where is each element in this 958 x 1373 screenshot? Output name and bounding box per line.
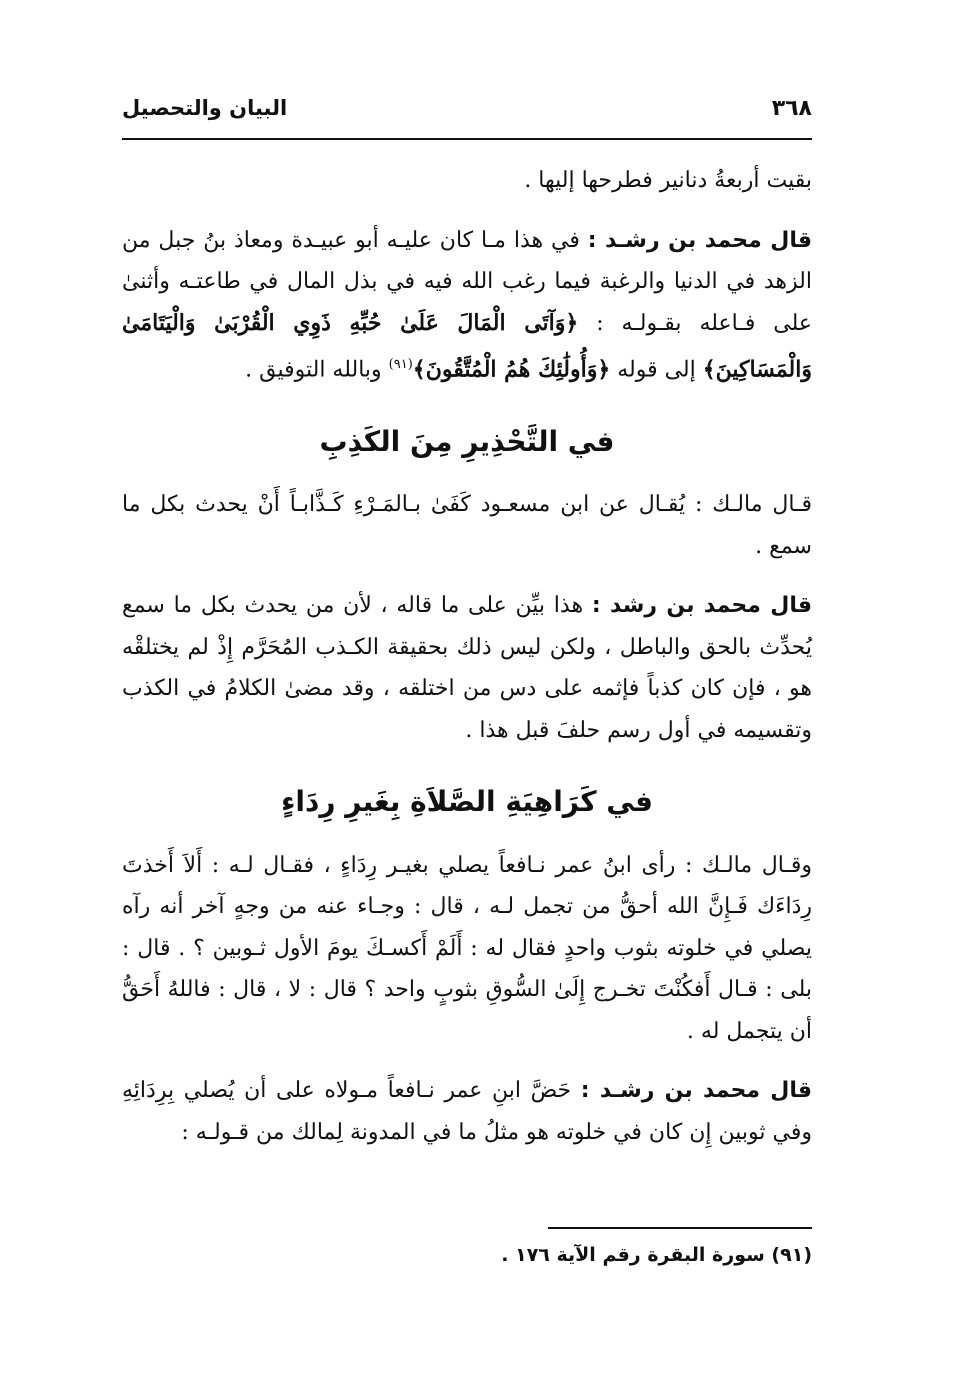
page-body: [122, 160, 812, 1153]
section-heading: في كَرَاهِيَةِ الصَّلاَةِ بِغَيرِ رِدَاءٍ: [281, 785, 653, 819]
paragraph-text: قـال مالـك : يُقـال عن ابن مسعـود كَفَىٰ بـالمَـرْءِ كَـذَّابـاً أَنْ يحدث بكل ما سمع .: [122, 492, 812, 559]
speaker-label: قال محمد بن رشد :: [591, 593, 812, 619]
running-title: البيان والتحصيل: [122, 96, 288, 120]
footnote-ref: (٩١): [388, 357, 413, 372]
quran-quote: ﴿وَأُولَٰئِكَ هُمُ الْمُتَّقُونَ﴾: [412, 356, 611, 383]
paragraph-text: بقيت أربعةُ دنانير فطرحها إليها .: [524, 168, 812, 193]
paragraph-text: وبالله التوفيق .: [245, 357, 382, 383]
paragraph-text: إلى قوله: [617, 357, 696, 383]
paragraph-4: [122, 585, 812, 751]
paragraph-6: [122, 1070, 812, 1153]
paragraph-text: في هذا مـا كان عليـه أبو عبيـدة ومعاذ بنُ جبل من الزهد في الدنيا والرغبة فيما رغب الله فيه في بذل المال في طاعتـه وأثنىٰ على فـاعله بقـولـه :: [122, 227, 812, 336]
quran-quote: ﴿وَآتَى الْمَالَ عَلَىٰ حُبِّهِ ذَوِي الْقُرْبَىٰ وَالْيَتَامَىٰ وَالْمَسَاكِينَ﴾: [122, 309, 812, 383]
footnote-divider: [548, 1227, 812, 1229]
speaker-label: قال محمد بن رشـد :: [580, 1078, 812, 1104]
footnote: (٩١) سورة البقرة رقم الآية ١٧٦ .: [501, 1244, 812, 1266]
paragraph-text: هذا بيِّن على ما قاله ، لأن من يحدث بكل ما سمع يُحدِّث بالحق والباطل ، ولكن ليس ذلك بحقيقة الكـذب المُحَرَّم إِذْ لم يختلقْه هو ، فإن كان كذباً فإثمه على دس من اختلقه ، وقد مضىٰ الكلامُ في الكذب وتقسيمه في أول رسم حلفَ قبل هذا .: [122, 593, 812, 743]
paragraph-text: وقـال مالـك : رأى ابنُ عمر نـافعاً يصلي بغيـر رِدَاءٍ ، فقـال لـه : أَلاَ أَخذتَ رِدَاءَك فَـإِنَّ الله أحقُّ من تجمل لـه ، قال : وجـاء عنه من وجهٍ آخر أنه رآه يصلي في خلوته بثوب واحدٍ فقال له : أَلَمْ أَكسـكَ يومَ الأول ثـوبين ؟ . قال : بلى : قـال أَفكُنْتَ تخـرج إِلَىٰ السُّوقِ بثوبٍ واحد ؟ قال : لا ، قال : فاللهُ أَحَقُّ أن يتجمل له .: [122, 852, 812, 1044]
paragraph-3: [122, 484, 812, 567]
paragraph-text: حَضَّ ابنِ عمر نـافعاً مـولاه على أن يُصلي بِرِدَائِهِ وفي ثوبين إِن كان في خلوته هو مثلُ ما في المدونة لِمالك من قـولـه :: [122, 1078, 812, 1145]
paragraph-1: [122, 160, 812, 202]
section-heading: في التَّحْذِيرِ مِنَ الكَذِبِ: [319, 424, 615, 458]
paragraph-5: [122, 845, 812, 1053]
page-header: [122, 92, 812, 140]
paragraph-2: [122, 220, 812, 391]
speaker-label: قال محمد بن رشـد :: [587, 227, 812, 253]
page-number: ٣٦٨: [771, 96, 812, 121]
